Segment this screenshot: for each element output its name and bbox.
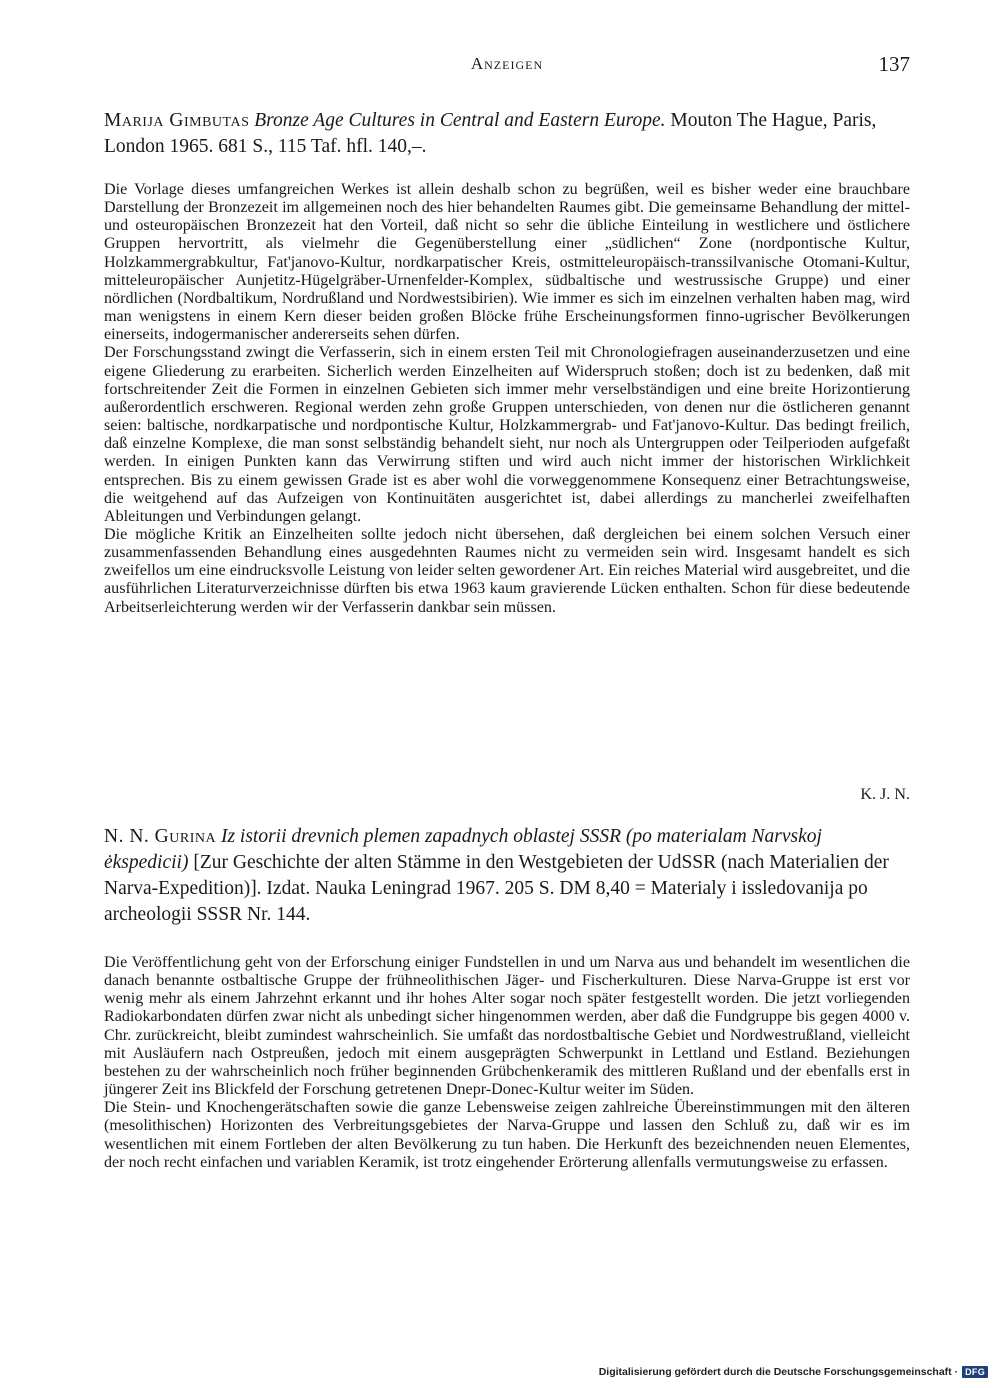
digitization-credit bbox=[599, 1366, 988, 1378]
reviewer-signature: K. J. N. bbox=[860, 786, 910, 803]
review-book-title: Iz istorii drevnich plemen zapadnych oblastej SSSR (po materialam Narvskoj ėkspedicii) bbox=[104, 826, 822, 873]
review-publication-info: [Zur Geschichte der alten Stämme in den Westgebieten der UdSSR (nach Materialien der Narva-Expedition)]. Izdat. Nauka Leningrad 1967. 205 S. DM 8,40 = Materialy i issledovanija po archeologii SSSR Nr. 144. bbox=[104, 852, 889, 925]
review-paragraph: Die Veröffentlichung geht von der Erforschung einiger Fundstellen in und um Narva aus und behandelt im wesentlichen die danach benannte ostbaltische Gruppe der frühneolithischen Jäger- und Fischerkulturen. Diese Narva-Gruppe ist erst vor wenig mehr als einem Jahrzehnt erkannt und ihr hohes Alter sogar noch später festgestellt worden. Die jetzt vorliegenden Radiokarbondaten dürfen zwar nicht als unbedingt sicher hingenommen werden, aber daß die Fundgruppe bis gegen 4000 v. Chr. zurückreicht, bleibt zumindest wahrscheinlich. Sie umfaßt das nordostbaltische Gebiet und Nordwestrußland, vielleicht mit Ausläufern nach Ostpreußen, jedoch mit einem ausgeprägten Schwerpunkt in Lettland und Estland. Beziehungen bestehen zu der wahrscheinlich noch früher beginnenden Grübchenkeramik des mittleren Rußland und der ebenfalls erst in jüngerer Zeit ins Blickfeld der Forschung getretenen Dnepr-Donec-Kultur weiter im Süden. bbox=[104, 954, 910, 1099]
review-body bbox=[104, 954, 910, 1172]
review-paragraph: Die Vorlage dieses umfangreichen Werkes ist allein deshalb schon zu begrüßen, weil es bisher weder eine brauchbare Darstellung der Bronzezeit im allgemeinen noch des hier behandelten Raumes gibt. Die gemeinsame Behandlung der mittel- und osteuropäischen Bronzezeit hat den Vorteil, daß nicht so sehr die übliche Einteilung in westlichere und östlichere Gruppen hervortritt, als vielmehr die Gegenüberstellung einer „südlichen“ Zone (nordpontische Kultur, Holzkammergrabkultur, Fat'janovo-Kultur, nordkarpatischer Kreis, ostmitteleuropäisch-transsilvanische Otomani-Kultur, mitteleuropäischer Aunjetitz-Hügelgräber-Urnenfelder-Komplex, südbaltische und westrussische Gruppe) und einer nördlichen (Nordbaltikum, Nordrußland und Nordwestsibirien). Wie immer es sich im einzelnen verhalten haben mag, wird man wenigstens in einem Kern dieser beiden großen Blöcke frühe Erscheinungsformen finno-ugrischer Bevölkerungen einerseits, indogermanischer andererseits sehen dürfen. bbox=[104, 181, 910, 344]
page-header bbox=[104, 52, 910, 78]
running-head: Anzeigen bbox=[470, 54, 544, 73]
review-citation bbox=[104, 824, 910, 928]
review-gurina bbox=[104, 824, 910, 1294]
review-book-title: Bronze Age Cultures in Central and Eastern Europe. bbox=[254, 110, 666, 131]
review-paragraph: Der Forschungsstand zwingt die Verfasserin, sich in einem ersten Teil mit Chronologiefragen auseinanderzusetzen und eine eigene Gliederung zu erarbeiten. Sicherlich werden Einzelheiten auf Widerspruch stoßen; doch ist zu bedenken, daß mit fortschreitender Zeit die Formen in einzelnen Gebieten sich immer mehr verselbständigen und eine breite Horizontierung außerordentlich erschweren. Regional werden zehn große Gruppen unterschieden, von denen nur die östlicheren genannt seien: baltische, nordkarpatische und nordpontische Kultur, Holzkammergrab- und Fat'janovo-Kultur. Das bedingt freilich, daß einzelne Komplexe, die man sonst selbständig behandelt sieht, nur noch als Untergruppen oder Teilperioden aufgefaßt werden. In einigen Punkten kann das Verwirrung stiften und wird auch nicht immer der historischen Wirklichkeit entsprechen. Bis zu einem gewissen Grade ist es aber wohl die vorweggenommene Konsequenz einer Betrachtungsweise, die weitgehend auf das Aufzeigen von Kontinuitäten ausgerichtet ist, dabei allerdings zu mancherlei zweifelhaften Ableitungen und Verbindungen gelangt. bbox=[104, 344, 910, 525]
review-body bbox=[104, 181, 910, 617]
dfg-logo: DFG bbox=[962, 1366, 988, 1378]
review-publication-info: Mouton The Hague, Paris, London 1965. 681 S., 115 Taf. hfl. 140,–. bbox=[104, 110, 877, 157]
review-paragraph: Die Stein- und Knochengerätschaften sowie die ganze Lebensweise zeigen zahlreiche Übereinstimmungen mit den älteren (mesolithischen) Horizonten des Verbreitungsgebietes der Narva-Gruppe und lassen den Schluß zu, daß wir es im wesentlichen mit einem Fortleben der alten Bevölkerung zu tun haben. Die Herkunft des bezeichnenden neuen Elementes, der noch recht einfachen und variablen Keramik, ist trotz eingehender Erörterung allenfalls vermutungsweise zu erfassen. bbox=[104, 1099, 910, 1171]
credit-text: Digitalisierung gefördert durch die Deutsche Forschungsgemeinschaft · bbox=[598, 1366, 959, 1378]
review-author: Marija Gimbutas bbox=[104, 110, 250, 131]
page-number: 137 bbox=[878, 52, 910, 76]
review-gimbutas bbox=[104, 108, 910, 808]
review-citation bbox=[104, 108, 910, 160]
review-paragraph: Die mögliche Kritik an Einzelheiten sollte jedoch nicht übersehen, daß dergleichen bei einem solchen Versuch einer zusammenfassenden Behandlung eines ausgedehnten Raumes nicht zu vermeiden sein wird. Insgesamt handelt es sich zweifellos um eine eindrucksvolle Leistung von leider selten gewordener Art. Ein reiches Material wird ausgebreitet, und die ausführlichen Literaturverzeichnisse dürften bis etwa 1963 kaum gravierende Lücken enthalten. Schon für diese bedeutende Arbeitserleichterung werden wir der Verfasserin dankbar sein müssen. bbox=[104, 525, 910, 616]
review-author: N. N. Gurina bbox=[104, 826, 217, 847]
